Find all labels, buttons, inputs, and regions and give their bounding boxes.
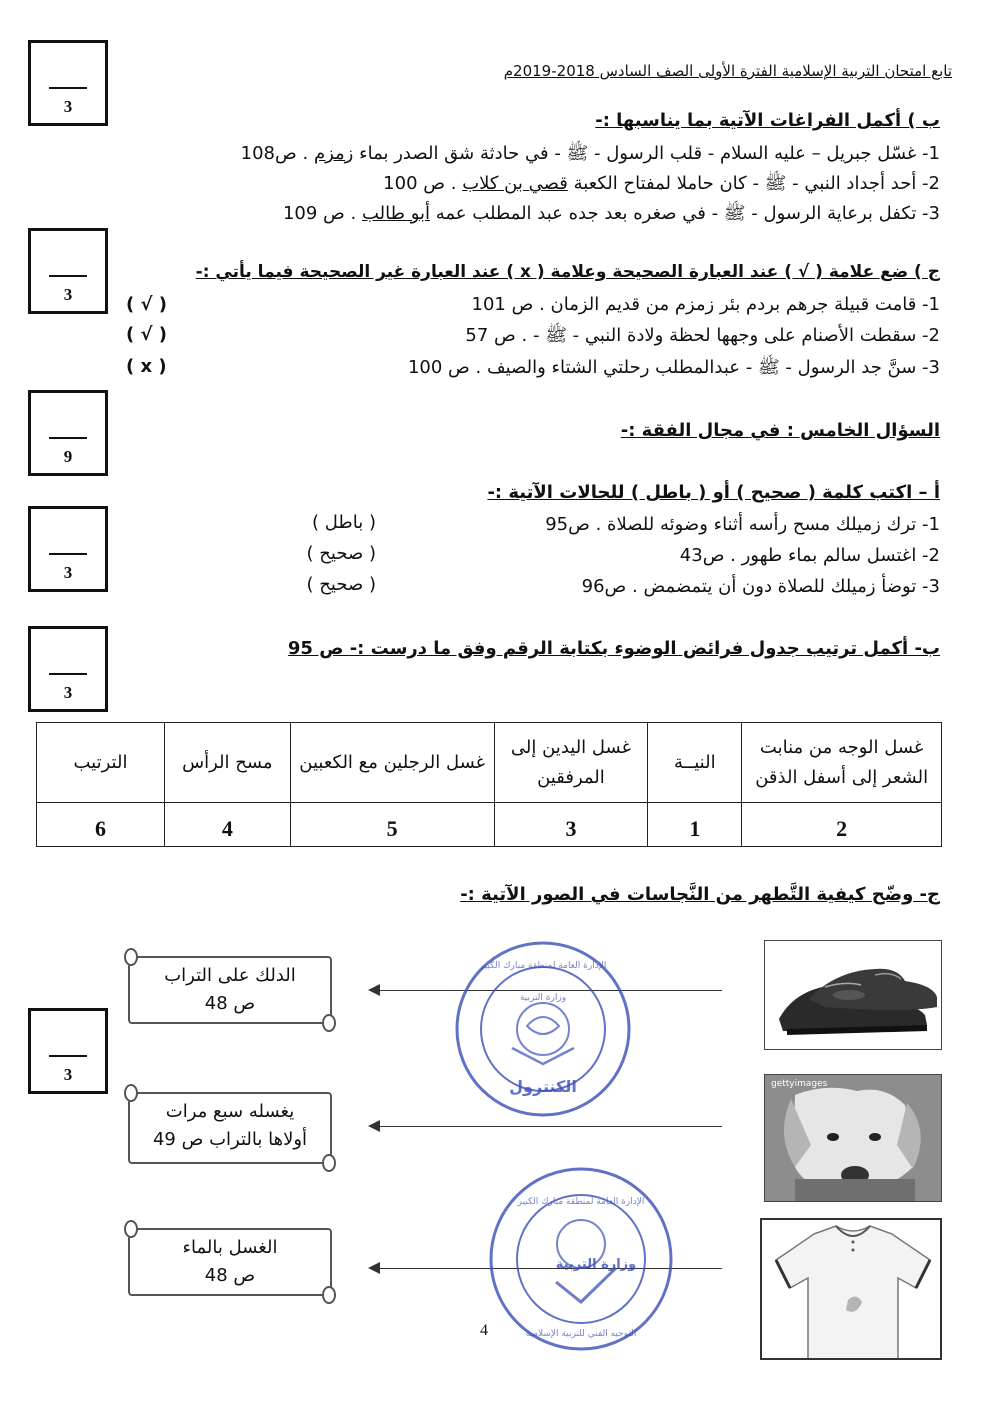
case-statement: 3- توضأ زميلك للصلاة دون أن يتمضمض . ص96: [581, 576, 940, 597]
exam-header: تابع امتحان التربية الإسلامية الفترة الأولى الصف السادس 2018-2019م: [503, 62, 952, 80]
case-statement: 1- ترك زميلك مسح رأسه أثناء وضوئه للصلاة . ص95: [545, 514, 940, 535]
section-b-title: ب ) أكمل الفراغات الآتية بما يناسبها :-: [595, 110, 940, 131]
fill-item: 1- غسّل جبريل – عليه السلام - قلب الرسول - ﷺ - في حادثة شق الصدر بماء زمزم . ص108: [240, 143, 940, 164]
tf-mark: ( √ ): [126, 294, 167, 315]
table-header-row: [37, 723, 942, 803]
tf-statement: 3- سنَّ جد الرسول - ﷺ - عبدالمطلب رحلتي الشتاء والصيف . ص 100: [407, 357, 940, 378]
score-box: 3: [28, 228, 108, 314]
arrow-line: [378, 1126, 722, 1127]
page-number: 4: [480, 1322, 488, 1339]
table-cell: 2: [742, 803, 942, 847]
fill-answer: قصي بن كلاب: [462, 173, 568, 194]
section-a-title: أ – اكتب كلمة ( صحيح ) أو ( باطل ) للحالات الآتية :-: [487, 482, 940, 503]
table-header-cell: غسل الوجه من منابت الشعر إلى أسفل الذقن: [742, 723, 942, 803]
fill-item: 2- أحد أجداد النبي - ﷺ - كان حاملا لمفتاح الكعبة قصي بن كلاب . ص 100: [383, 173, 940, 194]
answer-line: يغسله سبع مرات: [165, 1101, 295, 1122]
answer-line: ص 48: [204, 1265, 256, 1286]
case-answer: ( باطل ): [312, 512, 376, 533]
arrow-head-icon: [368, 1120, 380, 1132]
question-5-title: السؤال الخامس : في مجال الفقة :-: [620, 420, 940, 441]
table-header-cell: الترتيب: [37, 723, 165, 803]
answer-line: الدلك على التراب: [164, 965, 296, 986]
score-box: 3: [28, 506, 108, 592]
official-stamp-upper: [452, 938, 634, 1120]
table-row: [37, 803, 942, 847]
score-box: 9: [28, 390, 108, 476]
answer-scroll: [128, 1228, 332, 1296]
table-header-cell: النيــة: [648, 723, 742, 803]
answer-scroll: [128, 1092, 332, 1164]
table-cell: 5: [290, 803, 494, 847]
svg-text:الإدارة العامة لمنطقة مبارك ال: الإدارة العامة لمنطقة مبارك الكبير: [517, 1197, 645, 1207]
score-box: 3: [28, 626, 108, 712]
case-statement: 2- اغتسل سالم بماء طهور . ص43: [679, 545, 940, 566]
table-cell: 3: [494, 803, 648, 847]
svg-text:الكنترول: الكنترول: [509, 1077, 577, 1096]
svg-text:الإدارة العامة لمنطقة مبارك ال: الإدارة العامة لمنطقة مبارك الكبير: [479, 961, 607, 971]
photo-watermark: gettyimages: [771, 1079, 828, 1089]
tf-mark: ( √ ): [126, 324, 167, 345]
table-cell: 1: [648, 803, 742, 847]
fill-answer: زمزم: [313, 143, 354, 164]
case-answer: ( صحيح ): [306, 574, 376, 595]
answer-line: الغسل بالماء: [182, 1237, 278, 1258]
score-box: 3: [28, 1008, 108, 1094]
table-cell: 6: [37, 803, 165, 847]
section-j2-title: ج- وضّح كيفية التَّطهر من النَّجاسات في الصور الآتية :-: [460, 884, 940, 905]
shirt-photo: [760, 1218, 942, 1360]
arrow-head-icon: [368, 984, 380, 996]
table-header-cell: غسل الرجلين مع الكعبين: [290, 723, 494, 803]
official-stamp-lower: [486, 1164, 676, 1354]
arrow-head-icon: [368, 1262, 380, 1274]
section-b2-title: ب- أكمل ترتيب جدول فرائض الوضوء بكتابة الرقم وفق ما درست :- ص 95: [287, 638, 940, 659]
case-answer: ( صحيح ): [306, 543, 376, 564]
fill-answer: أبو طالب: [362, 203, 431, 224]
answer-line: ص 48: [204, 993, 256, 1014]
answer-scroll: [128, 956, 332, 1024]
svg-text:وزارة التربية: وزارة التربية: [555, 1257, 637, 1272]
wudu-order-table: [36, 722, 942, 847]
shoes-photo: [764, 940, 942, 1050]
fill-item: 3- تكفل برعاية الرسول - ﷺ - في صغره بعد جده عبد المطلب عمه أبو طالب . ص 109: [282, 203, 940, 224]
table-cell: 4: [164, 803, 290, 847]
score-box: 3: [28, 40, 108, 126]
tf-mark: ( x ): [126, 356, 167, 377]
tf-statement: 1- قامت قبيلة جرهم بردم بئر زمزم من قديم الزمان . ص 101: [471, 294, 940, 315]
svg-text:وزارة التربية: وزارة التربية: [519, 993, 567, 1003]
section-j-title: ج ) ضع علامة ( √ ) عند العبارة الصحيحة وعلامة ( x ) عند العبارة غير الصحيحة فيما يأتي :-: [195, 262, 940, 282]
svg-text:التوجيه الفني للتربية الإسلامي: التوجيه الفني للتربية الإسلامية: [525, 1329, 637, 1339]
table-header-cell: مسح الرأس: [164, 723, 290, 803]
tf-statement: 2- سقطت الأصنام على وجهها لحظة ولادة النبي - ﷺ - . ص 57: [465, 325, 940, 346]
answer-line: أولاها بالتراب ص 49: [152, 1129, 308, 1150]
dog-photo: [764, 1074, 942, 1202]
table-header-cell: غسل اليدين إلى المرفقين: [494, 723, 648, 803]
